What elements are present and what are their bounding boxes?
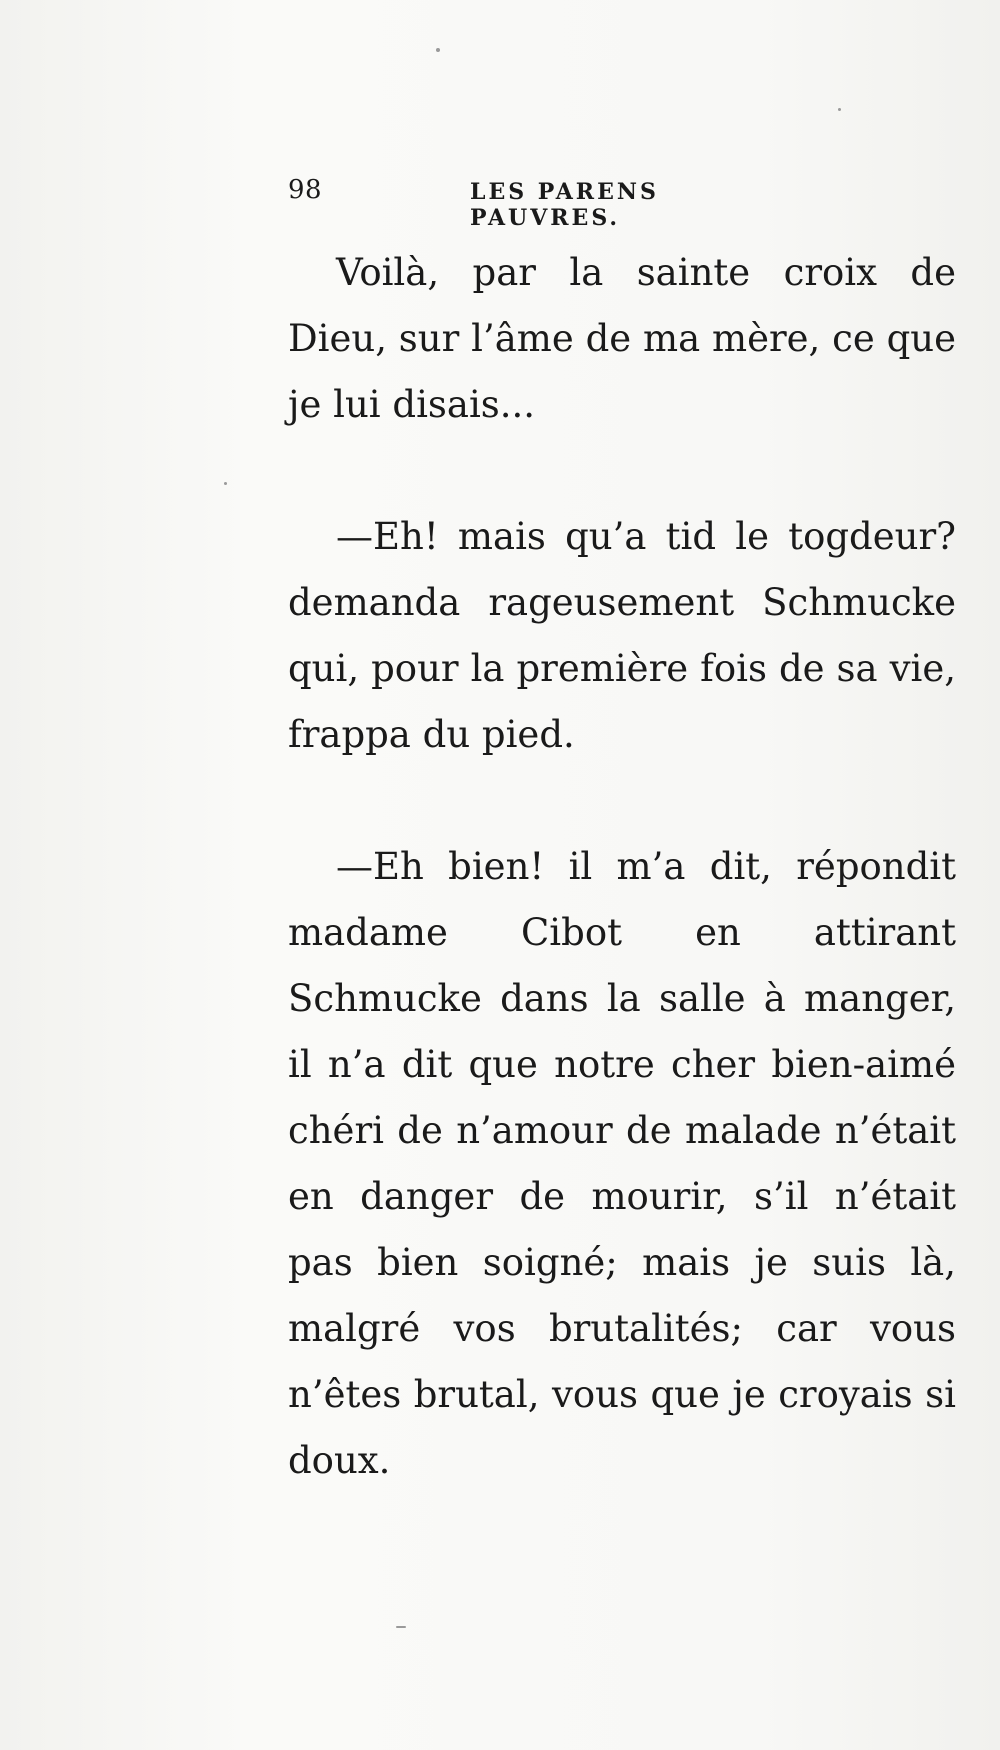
body-text <box>288 240 956 1494</box>
paragraph-2: —Eh! mais qu’a tid le togdeur? demanda rageusement Schmucke qui, pour la première fois de sa vie, frappa du pied. <box>288 515 956 756</box>
paper-speck <box>224 482 227 485</box>
paragraph-3: —Eh bien! il m’a dit, répondit madame Cibot en attirant Schmucke dans la salle à manger, il n’a dit que notre cher bien-aimé chéri de n’amour de malade n’était en danger de mourir, s’il n’était pas bien soigné; mais je suis là, malgré vos brutalités; car vous n’êtes brutal, vous que je croyais si doux. <box>288 845 956 1482</box>
running-head <box>288 175 808 231</box>
paragraph-1: Voilà, par la sainte croix de Dieu, sur l’âme de ma mère, ce que je lui disais... <box>288 251 956 426</box>
page-number: 98 <box>288 175 323 205</box>
paper-speck <box>436 48 440 52</box>
running-title: LES PARENS PAUVRES. <box>470 179 659 231</box>
paper-speck <box>396 1626 406 1628</box>
paper-speck <box>838 108 841 111</box>
